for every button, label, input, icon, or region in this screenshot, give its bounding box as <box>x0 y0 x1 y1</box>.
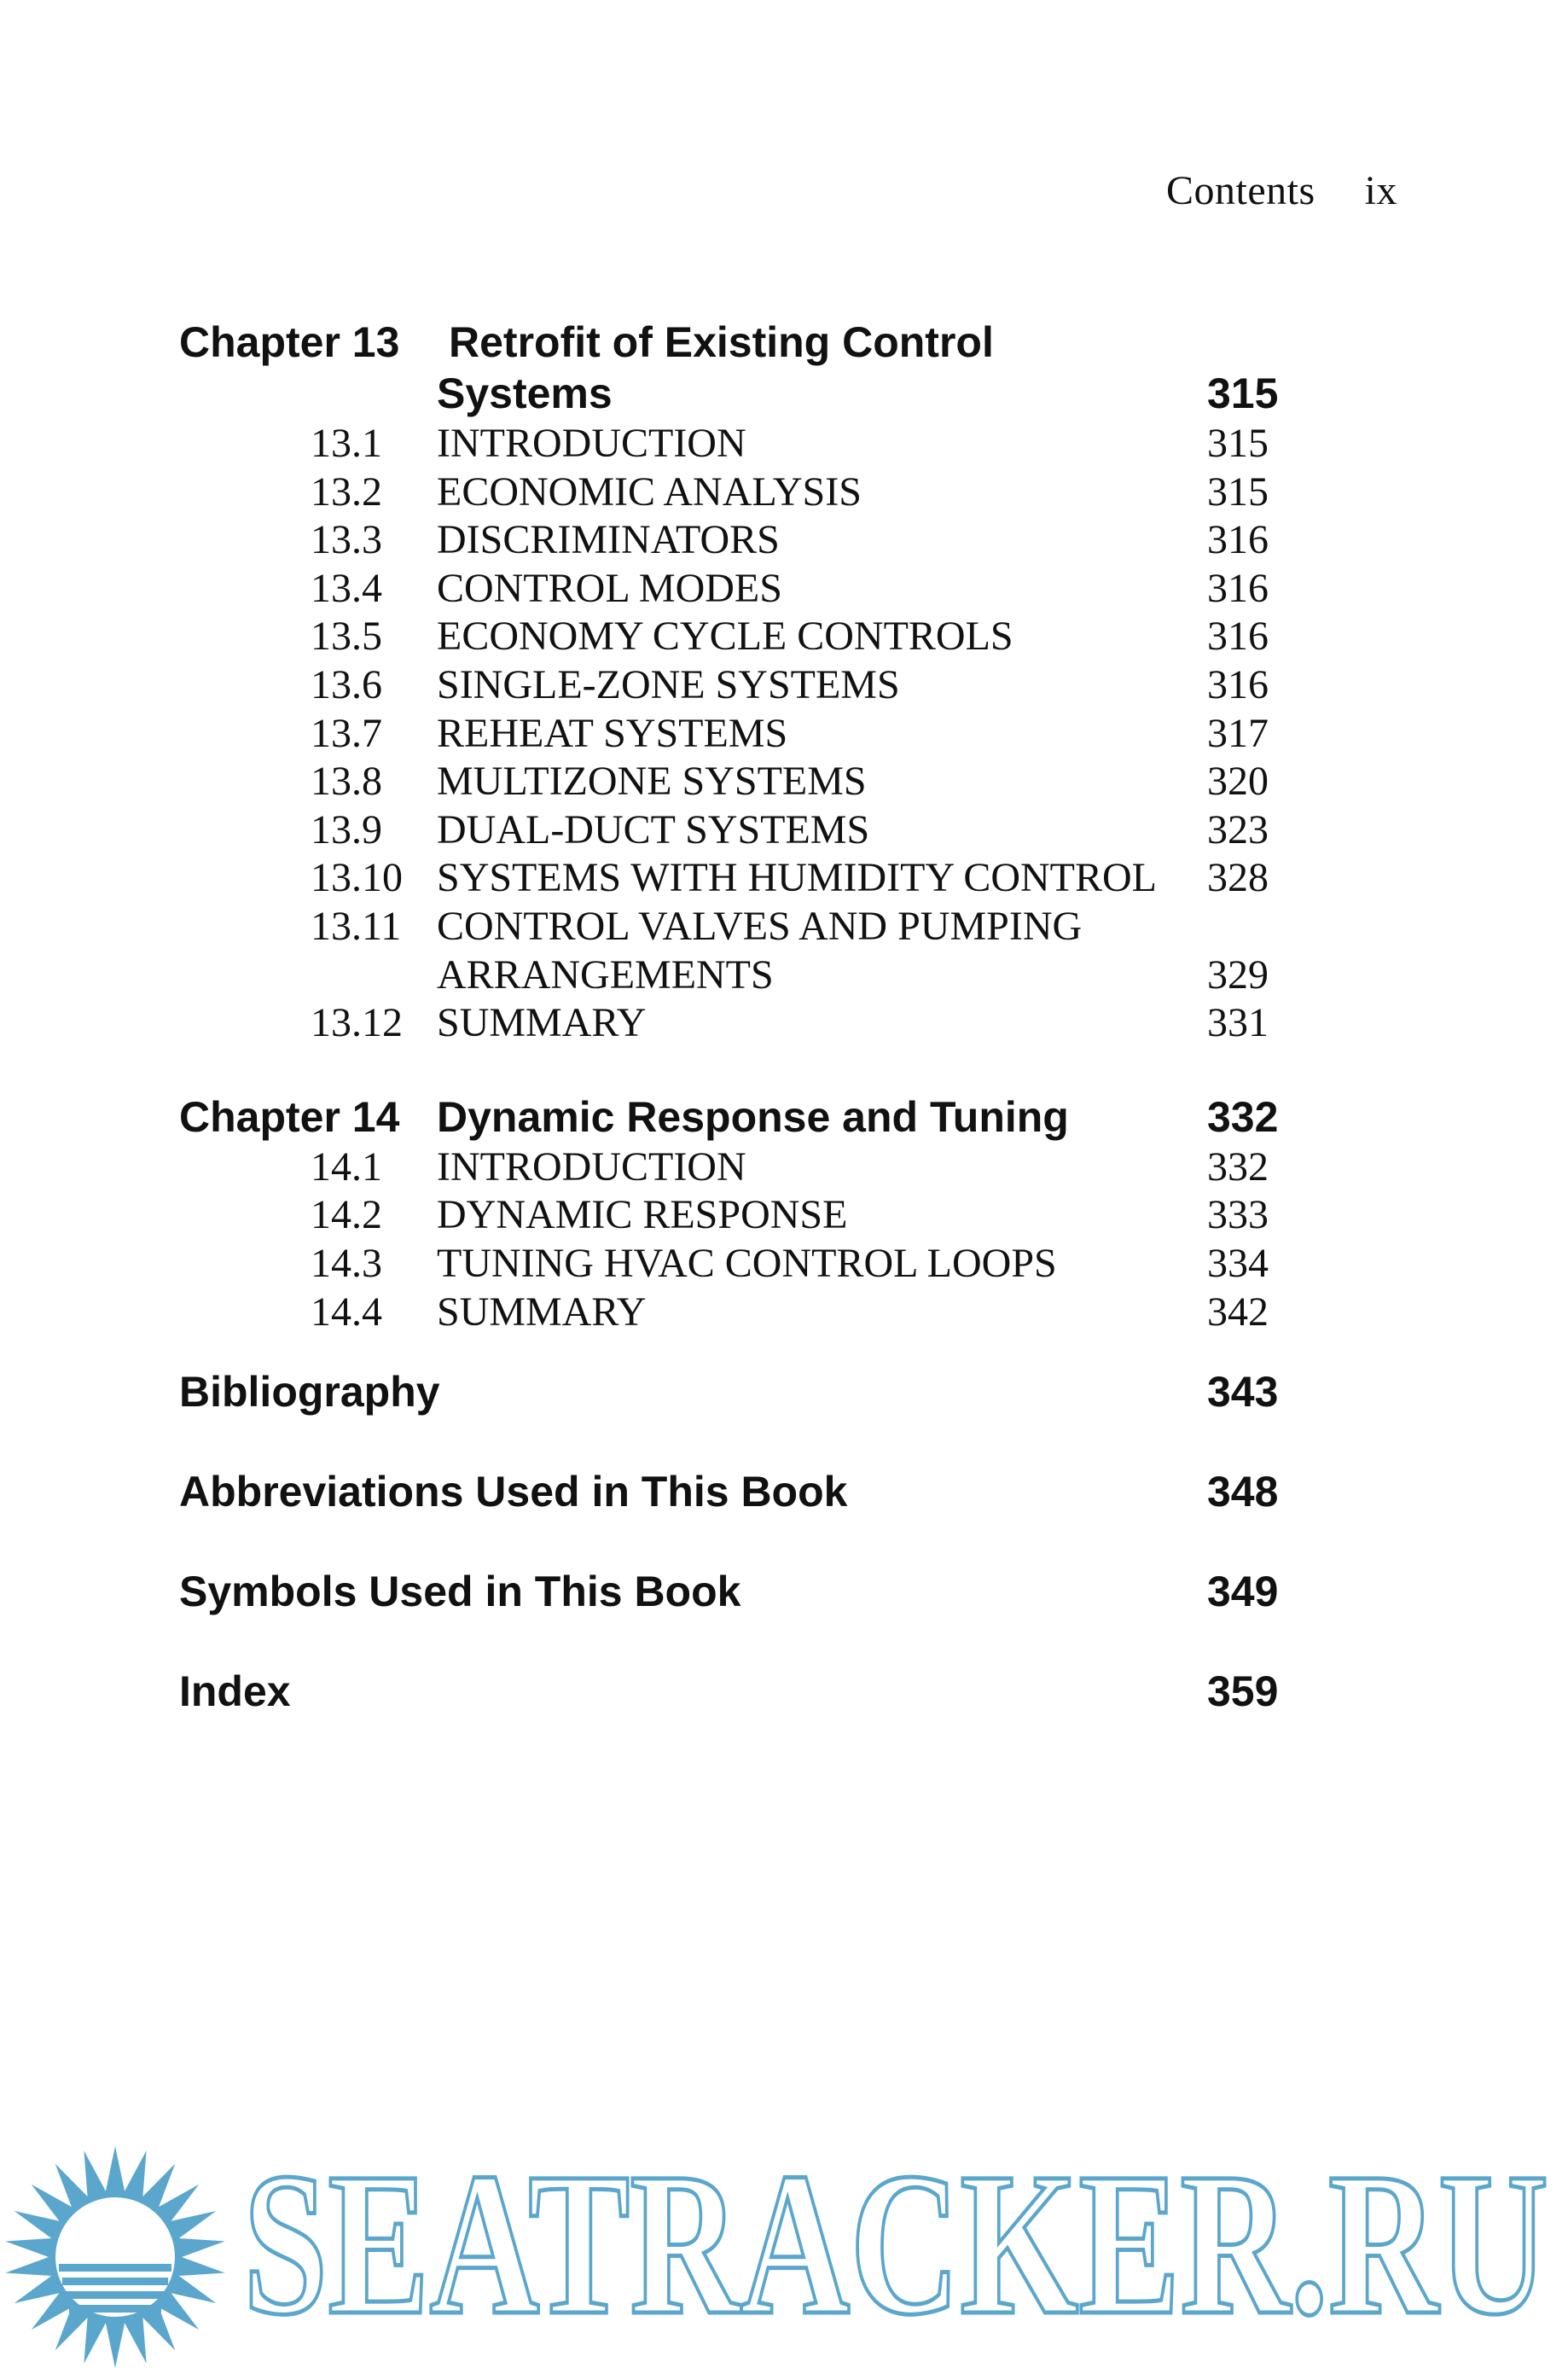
section-title: REHEAT SYSTEMS <box>437 710 788 756</box>
back-matter-title: Symbols Used in This Book <box>179 1568 741 1616</box>
section-entry[interactable] <box>179 565 1288 614</box>
section-number: 14.3 <box>311 1240 382 1286</box>
section-entry[interactable] <box>179 661 1288 710</box>
section-number: 13.2 <box>311 468 382 515</box>
back-matter-page: 359 <box>1207 1667 1279 1716</box>
chapter-title: Retrofit of Existing Control <box>449 318 994 366</box>
section-page: 316 <box>1207 614 1269 660</box>
section-number: 13.4 <box>311 565 382 611</box>
section-page: 323 <box>1207 806 1269 852</box>
section-page: 331 <box>1207 1000 1269 1046</box>
section-entry[interactable] <box>179 1143 1288 1192</box>
section-number: 14.4 <box>311 1289 382 1335</box>
section-title: SUMMARY <box>437 1000 647 1046</box>
section-number: 13.1 <box>311 421 382 466</box>
chapter-title: Dynamic Response and Tuning <box>437 1092 1069 1141</box>
section-number: 13.8 <box>311 759 382 805</box>
section-page: 333 <box>1207 1192 1269 1238</box>
back-matter-title: Index <box>179 1667 291 1716</box>
section-title: CONTROL VALVES AND PUMPING <box>437 903 1083 949</box>
section-number: 13.11 <box>311 903 402 949</box>
chapter-label: Chapter 14 <box>179 1092 400 1141</box>
sunburst-horizon-stripe <box>69 2305 161 2313</box>
section-title: ECONOMY CYCLE CONTROLS <box>437 614 1013 660</box>
section-number: 13.12 <box>311 1000 403 1046</box>
section-title: SYSTEMS WITH HUMIDITY CONTROL <box>437 855 1157 901</box>
chapter-heading-continued[interactable] <box>179 369 1288 420</box>
sunburst-horizon-stripe <box>66 2291 165 2299</box>
back-matter-entry-bibliography[interactable] <box>179 1367 1288 1467</box>
section-title: SUMMARY <box>437 1289 647 1335</box>
section-entry[interactable] <box>179 468 1288 517</box>
sunburst-horizon-stripe <box>62 2278 168 2285</box>
section-number: 13.5 <box>311 614 382 660</box>
back-matter-title: Abbreviations Used in This Book <box>179 1468 848 1516</box>
section-entry[interactable] <box>179 420 1288 468</box>
section-entry-continued[interactable] <box>179 951 1288 1000</box>
section-page: 316 <box>1207 661 1269 707</box>
section-page: 320 <box>1207 759 1269 805</box>
section-title: SINGLE-ZONE SYSTEMS <box>437 661 900 707</box>
section-title: INTRODUCTION <box>437 421 746 466</box>
section-title: DISCRIMINATORS <box>437 517 780 563</box>
back-matter-page: 348 <box>1207 1468 1279 1516</box>
section-entry[interactable] <box>179 1191 1288 1240</box>
section-number: 13.9 <box>311 806 382 852</box>
section-entry[interactable] <box>179 999 1288 1048</box>
section-entry[interactable] <box>179 1240 1288 1289</box>
section-page: 316 <box>1207 565 1269 611</box>
section-page: 329 <box>1207 951 1269 998</box>
section-entry[interactable] <box>179 710 1288 759</box>
section-number: 14.2 <box>311 1192 382 1238</box>
section-number: 13.3 <box>311 517 382 563</box>
section-page: 316 <box>1207 517 1269 563</box>
section-entry[interactable] <box>179 613 1288 661</box>
running-header-title: Contents <box>1165 168 1315 213</box>
sunburst-logo-icon <box>5 2146 224 2368</box>
back-matter-entry-abbreviations[interactable] <box>179 1467 1288 1567</box>
chapter-label: Chapter 13 <box>179 318 400 366</box>
section-title-continued: ARRANGEMENTS <box>437 951 774 998</box>
section-title: DUAL-DUCT SYSTEMS <box>437 806 870 852</box>
section-number: 13.7 <box>311 710 382 756</box>
back-matter-entry-index[interactable] <box>179 1667 1288 1766</box>
back-matter-title: Bibliography <box>179 1368 440 1417</box>
section-title: TUNING HVAC CONTROL LOOPS <box>437 1240 1057 1286</box>
section-page: 317 <box>1207 710 1269 756</box>
running-header <box>1166 167 1397 214</box>
chapter-page: 315 <box>1207 369 1279 417</box>
section-title: INTRODUCTION <box>437 1143 746 1190</box>
section-page: 328 <box>1207 855 1269 901</box>
section-entry[interactable] <box>179 903 1288 951</box>
section-title: CONTROL MODES <box>437 565 782 611</box>
section-entry[interactable] <box>179 516 1288 565</box>
running-header-page: ix <box>1364 168 1397 213</box>
section-page: 334 <box>1207 1240 1269 1286</box>
back-matter-page: 343 <box>1207 1368 1279 1417</box>
sunburst-horizon-stripe <box>59 2264 171 2272</box>
back-matter-entry-symbols[interactable] <box>179 1567 1288 1667</box>
section-title: ECONOMIC ANALYSIS <box>437 468 862 515</box>
section-page: 332 <box>1207 1143 1269 1190</box>
back-matter-page: 349 <box>1207 1568 1279 1616</box>
section-title: DYNAMIC RESPONSE <box>437 1192 848 1238</box>
section-entry[interactable] <box>179 854 1288 903</box>
chapter-page: 332 <box>1207 1092 1279 1141</box>
section-entry[interactable] <box>179 806 1288 855</box>
section-page: 342 <box>1207 1289 1269 1335</box>
section-title: MULTIZONE SYSTEMS <box>437 759 867 805</box>
section-page: 315 <box>1207 421 1269 466</box>
chapter-heading[interactable] <box>179 317 1288 369</box>
section-entry[interactable] <box>179 758 1288 806</box>
watermark <box>0 2129 1568 2368</box>
section-number: 13.10 <box>311 855 403 901</box>
watermark-text: SEATRACKER.RU <box>243 2130 1548 2357</box>
section-number: 13.6 <box>311 661 382 707</box>
section-number: 14.1 <box>311 1143 382 1190</box>
chapter-title-continued: Systems <box>437 369 613 417</box>
section-entry[interactable] <box>179 1289 1288 1337</box>
section-page: 315 <box>1207 468 1269 515</box>
chapter-heading[interactable] <box>179 1092 1288 1143</box>
table-of-contents <box>179 317 1288 1766</box>
